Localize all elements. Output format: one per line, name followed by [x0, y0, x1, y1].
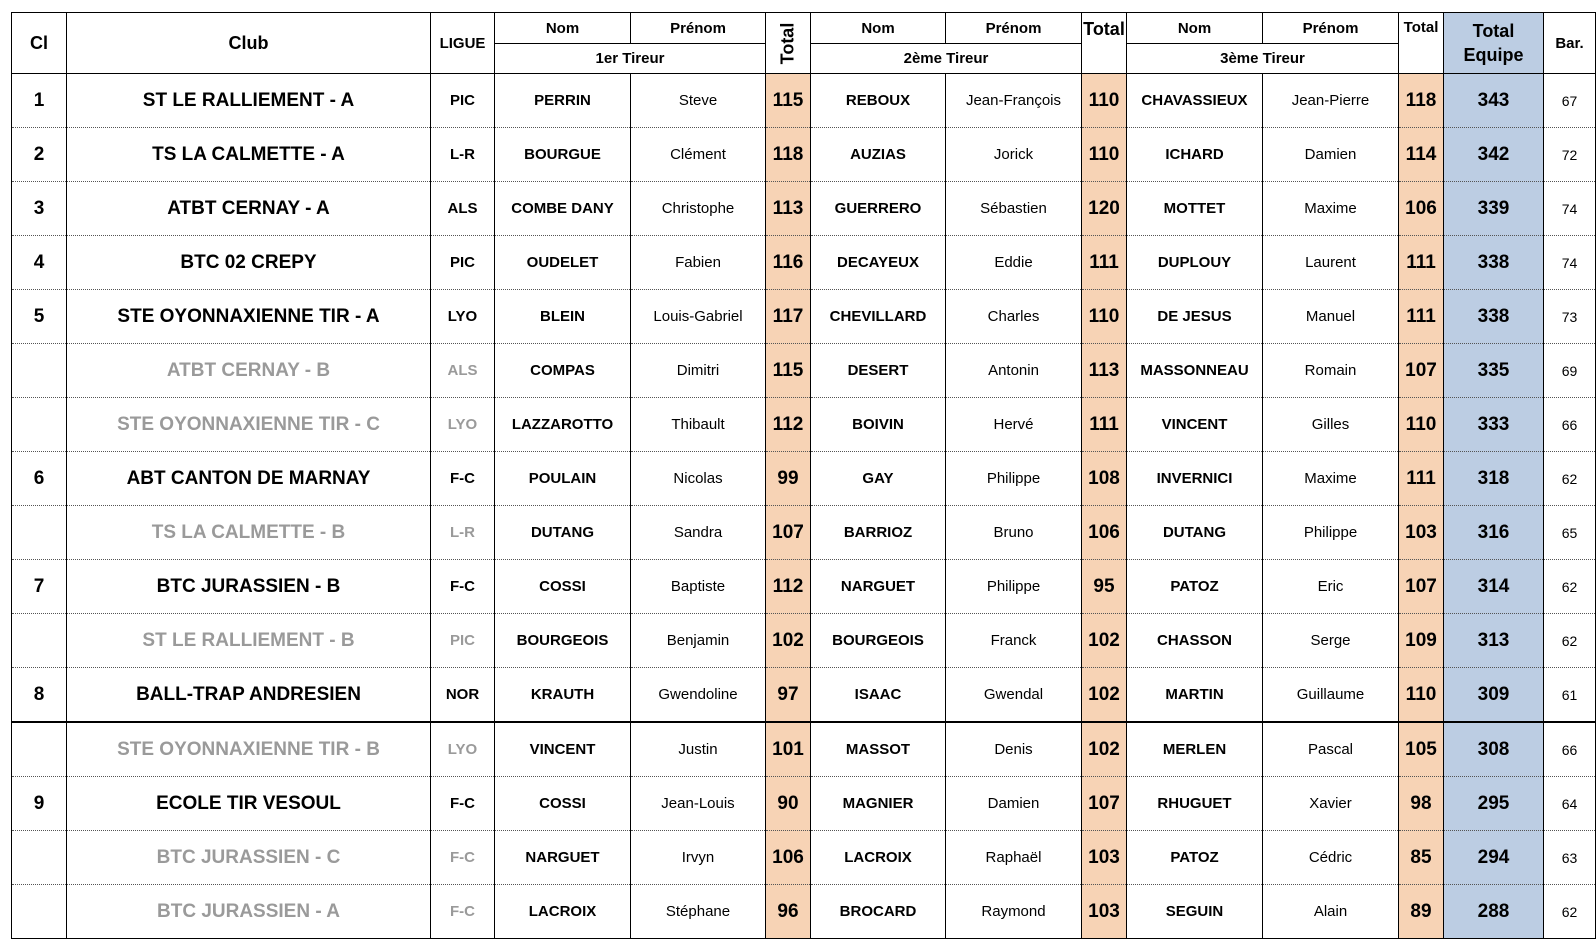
team-total-cell: 314 [1444, 560, 1544, 614]
shooter3-prenom-cell: Eric [1263, 560, 1399, 614]
shooter2-nom-cell: BROCARD [811, 885, 946, 939]
ligue-cell: ALS [431, 182, 495, 236]
col-header-tireur-1: 1er Tireur [495, 44, 766, 74]
shooter3-nom-cell: MASSONNEAU [1127, 344, 1263, 398]
shooter2-total-cell: 95 [1082, 560, 1127, 614]
table-row [12, 344, 1596, 398]
shooter2-total-cell: 102 [1082, 722, 1127, 777]
barrage-cell: 66 [1544, 398, 1596, 452]
shooter1-prenom-cell: Stéphane [631, 885, 766, 939]
shooter3-total-cell: 107 [1399, 560, 1444, 614]
team-total-cell: 313 [1444, 614, 1544, 668]
shooter3-prenom-cell: Guillaume [1263, 668, 1399, 723]
team-total-cell: 318 [1444, 452, 1544, 506]
col-header-tireur-2: 2ème Tireur [811, 44, 1082, 74]
shooter2-prenom-cell: Sébastien [946, 182, 1082, 236]
club-cell: TS LA CALMETTE - A [67, 128, 431, 182]
shooter2-total-cell: 113 [1082, 344, 1127, 398]
col-header-total-2: Total [1082, 13, 1127, 74]
table-row [12, 506, 1596, 560]
table-row [12, 128, 1596, 182]
ligue-cell: L-R [431, 506, 495, 560]
shooter3-nom-cell: DUPLOUY [1127, 236, 1263, 290]
col-header-prenom-1: Prénom [631, 13, 766, 44]
club-cell: ST LE RALLIEMENT - A [67, 74, 431, 128]
shooter2-nom-cell: CHEVILLARD [811, 290, 946, 344]
shooter2-total-cell: 107 [1082, 777, 1127, 831]
barrage-cell: 62 [1544, 614, 1596, 668]
shooter2-nom-cell: LACROIX [811, 831, 946, 885]
ligue-cell: LYO [431, 722, 495, 777]
shooter3-total-cell: 118 [1399, 74, 1444, 128]
col-header-cl: Cl [12, 13, 67, 74]
table-row [12, 74, 1596, 128]
shooter2-prenom-cell: Gwendal [946, 668, 1082, 723]
club-cell: BTC JURASSIEN - B [67, 560, 431, 614]
table-row [12, 722, 1596, 777]
shooter1-total-cell: 101 [766, 722, 811, 777]
shooter3-nom-cell: DE JESUS [1127, 290, 1263, 344]
rank-cell [12, 344, 67, 398]
team-total-cell: 342 [1444, 128, 1544, 182]
shooter2-prenom-cell: Franck [946, 614, 1082, 668]
shooter1-nom-cell: BOURGUE [495, 128, 631, 182]
shooter3-total-cell: 110 [1399, 668, 1444, 723]
shooter3-nom-cell: CHASSON [1127, 614, 1263, 668]
shooter2-total-cell: 110 [1082, 74, 1127, 128]
shooter3-total-cell: 111 [1399, 290, 1444, 344]
shooter2-prenom-cell: Bruno [946, 506, 1082, 560]
shooter3-nom-cell: PATOZ [1127, 831, 1263, 885]
shooter1-nom-cell: COSSI [495, 777, 631, 831]
shooter3-prenom-cell: Laurent [1263, 236, 1399, 290]
shooter2-nom-cell: NARGUET [811, 560, 946, 614]
table-row [12, 831, 1596, 885]
rank-cell: 9 [12, 777, 67, 831]
shooter2-prenom-cell: Eddie [946, 236, 1082, 290]
shooter3-nom-cell: SEGUIN [1127, 885, 1263, 939]
table-row [12, 236, 1596, 290]
shooter1-total-cell: 102 [766, 614, 811, 668]
col-header-nom-1: Nom [495, 13, 631, 44]
shooter2-total-cell: 102 [1082, 614, 1127, 668]
club-cell: BTC JURASSIEN - A [67, 885, 431, 939]
ligue-cell: NOR [431, 668, 495, 723]
shooter1-total-cell: 112 [766, 398, 811, 452]
shooter2-nom-cell: BOURGEOIS [811, 614, 946, 668]
shooter3-nom-cell: PATOZ [1127, 560, 1263, 614]
barrage-cell: 62 [1544, 452, 1596, 506]
shooter3-prenom-cell: Pascal [1263, 722, 1399, 777]
col-header-total-1 [766, 13, 811, 74]
shooter3-prenom-cell: Cédric [1263, 831, 1399, 885]
rank-cell: 5 [12, 290, 67, 344]
shooter2-nom-cell: BARRIOZ [811, 506, 946, 560]
col-header-total-equipe [1444, 13, 1544, 74]
team-total-cell: 338 [1444, 236, 1544, 290]
shooter1-prenom-cell: Christophe [631, 182, 766, 236]
shooter3-prenom-cell: Philippe [1263, 506, 1399, 560]
ligue-cell: L-R [431, 128, 495, 182]
shooter3-total-cell: 111 [1399, 452, 1444, 506]
team-total-cell: 308 [1444, 722, 1544, 777]
table-body [12, 74, 1596, 939]
shooter1-total-cell: 115 [766, 74, 811, 128]
shooter1-total-cell: 107 [766, 506, 811, 560]
shooter2-nom-cell: DECAYEUX [811, 236, 946, 290]
club-cell: BTC 02 CREPY [67, 236, 431, 290]
table-row [12, 668, 1596, 723]
shooter1-prenom-cell: Jean-Louis [631, 777, 766, 831]
shooter2-prenom-cell: Philippe [946, 560, 1082, 614]
shooter3-total-cell: 109 [1399, 614, 1444, 668]
club-cell: STE OYONNAXIENNE TIR - A [67, 290, 431, 344]
barrage-cell: 64 [1544, 777, 1596, 831]
rank-cell: 3 [12, 182, 67, 236]
shooter3-total-cell: 114 [1399, 128, 1444, 182]
shooter3-nom-cell: VINCENT [1127, 398, 1263, 452]
shooter2-prenom-cell: Raphaël [946, 831, 1082, 885]
shooter3-prenom-cell: Alain [1263, 885, 1399, 939]
shooter2-prenom-cell: Hervé [946, 398, 1082, 452]
shooter1-prenom-cell: Dimitri [631, 344, 766, 398]
team-total-cell: 288 [1444, 885, 1544, 939]
shooter3-nom-cell: MARTIN [1127, 668, 1263, 723]
team-total-cell: 343 [1444, 74, 1544, 128]
ligue-cell: PIC [431, 74, 495, 128]
shooter1-total-cell: 117 [766, 290, 811, 344]
ligue-cell: F-C [431, 777, 495, 831]
rank-cell: 1 [12, 74, 67, 128]
ligue-cell: F-C [431, 831, 495, 885]
barrage-cell: 62 [1544, 560, 1596, 614]
rank-cell [12, 885, 67, 939]
shooter3-prenom-cell: Romain [1263, 344, 1399, 398]
barrage-cell: 69 [1544, 344, 1596, 398]
shooter1-prenom-cell: Clément [631, 128, 766, 182]
ligue-cell: PIC [431, 236, 495, 290]
team-total-cell: 309 [1444, 668, 1544, 723]
shooter2-nom-cell: MAGNIER [811, 777, 946, 831]
ligue-cell: F-C [431, 560, 495, 614]
shooter1-nom-cell: LAZZAROTTO [495, 398, 631, 452]
shooter2-nom-cell: MASSOT [811, 722, 946, 777]
rank-cell: 7 [12, 560, 67, 614]
shooter1-nom-cell: PERRIN [495, 74, 631, 128]
shooter3-nom-cell: DUTANG [1127, 506, 1263, 560]
shooter1-nom-cell: DUTANG [495, 506, 631, 560]
shooter3-nom-cell: MERLEN [1127, 722, 1263, 777]
shooter1-total-cell: 118 [766, 128, 811, 182]
shooter1-prenom-cell: Fabien [631, 236, 766, 290]
barrage-cell: 61 [1544, 668, 1596, 723]
rank-cell: 2 [12, 128, 67, 182]
shooter1-total-cell: 106 [766, 831, 811, 885]
shooter2-total-cell: 103 [1082, 885, 1127, 939]
shooter3-nom-cell: MOTTET [1127, 182, 1263, 236]
rank-cell: 6 [12, 452, 67, 506]
shooter1-nom-cell: COSSI [495, 560, 631, 614]
barrage-cell: 72 [1544, 128, 1596, 182]
col-header-nom-2: Nom [811, 13, 946, 44]
team-total-cell: 333 [1444, 398, 1544, 452]
shooter3-total-cell: 111 [1399, 236, 1444, 290]
results-sheet [11, 12, 1596, 939]
shooter2-prenom-cell: Denis [946, 722, 1082, 777]
shooter2-total-cell: 110 [1082, 290, 1127, 344]
club-cell: ATBT CERNAY - A [67, 182, 431, 236]
rank-cell [12, 398, 67, 452]
shooter3-prenom-cell: Serge [1263, 614, 1399, 668]
shooter1-total-cell: 113 [766, 182, 811, 236]
team-total-cell: 338 [1444, 290, 1544, 344]
ligue-cell: F-C [431, 452, 495, 506]
team-total-cell: 295 [1444, 777, 1544, 831]
club-cell: ST LE RALLIEMENT - B [67, 614, 431, 668]
team-total-cell: 294 [1444, 831, 1544, 885]
col-header-nom-3: Nom [1127, 13, 1263, 44]
shooter1-nom-cell: NARGUET [495, 831, 631, 885]
shooter3-nom-cell: INVERNICI [1127, 452, 1263, 506]
shooter1-nom-cell: VINCENT [495, 722, 631, 777]
club-cell: BTC JURASSIEN - C [67, 831, 431, 885]
table-row [12, 182, 1596, 236]
barrage-cell: 63 [1544, 831, 1596, 885]
shooter1-prenom-cell: Sandra [631, 506, 766, 560]
barrage-cell: 74 [1544, 182, 1596, 236]
col-header-ligue: LIGUE [431, 13, 495, 74]
shooter2-nom-cell: DESERT [811, 344, 946, 398]
club-cell: TS LA CALMETTE - B [67, 506, 431, 560]
shooter3-total-cell: 98 [1399, 777, 1444, 831]
team-total-cell: 335 [1444, 344, 1544, 398]
shooter1-prenom-cell: Thibault [631, 398, 766, 452]
shooter3-prenom-cell: Gilles [1263, 398, 1399, 452]
shooter2-nom-cell: REBOUX [811, 74, 946, 128]
shooter2-total-cell: 120 [1082, 182, 1127, 236]
barrage-cell: 67 [1544, 74, 1596, 128]
col-header-total-equipe-line2: Equipe [1463, 45, 1524, 65]
shooter2-prenom-cell: Philippe [946, 452, 1082, 506]
ligue-cell: LYO [431, 290, 495, 344]
ligue-cell: LYO [431, 398, 495, 452]
shooter2-prenom-cell: Damien [946, 777, 1082, 831]
table-row [12, 398, 1596, 452]
shooter2-prenom-cell: Jean-François [946, 74, 1082, 128]
shooter1-nom-cell: BOURGEOIS [495, 614, 631, 668]
shooter3-nom-cell: CHAVASSIEUX [1127, 74, 1263, 128]
shooter2-total-cell: 102 [1082, 668, 1127, 723]
shooter3-nom-cell: ICHARD [1127, 128, 1263, 182]
barrage-cell: 62 [1544, 885, 1596, 939]
shooter1-total-cell: 115 [766, 344, 811, 398]
shooter1-total-cell: 116 [766, 236, 811, 290]
shooter2-total-cell: 110 [1082, 128, 1127, 182]
shooter3-total-cell: 107 [1399, 344, 1444, 398]
col-header-prenom-3: Prénom [1263, 13, 1399, 44]
club-cell: BALL-TRAP ANDRESIEN [67, 668, 431, 723]
shooter1-total-cell: 96 [766, 885, 811, 939]
col-header-tireur-3: 3ème Tireur [1127, 44, 1399, 74]
col-header-club: Club [67, 13, 431, 74]
shooter3-prenom-cell: Maxime [1263, 182, 1399, 236]
team-total-cell: 316 [1444, 506, 1544, 560]
shooter1-nom-cell: COMPAS [495, 344, 631, 398]
club-cell: STE OYONNAXIENNE TIR - B [67, 722, 431, 777]
club-cell: ATBT CERNAY - B [67, 344, 431, 398]
shooter2-total-cell: 103 [1082, 831, 1127, 885]
table-row [12, 614, 1596, 668]
shooter1-prenom-cell: Baptiste [631, 560, 766, 614]
shooter3-prenom-cell: Jean-Pierre [1263, 74, 1399, 128]
col-header-prenom-2: Prénom [946, 13, 1082, 44]
shooter3-total-cell: 103 [1399, 506, 1444, 560]
rank-cell: 4 [12, 236, 67, 290]
shooter1-total-cell: 97 [766, 668, 811, 723]
barrage-cell: 66 [1544, 722, 1596, 777]
shooter3-total-cell: 85 [1399, 831, 1444, 885]
shooter3-prenom-cell: Xavier [1263, 777, 1399, 831]
shooter2-nom-cell: ISAAC [811, 668, 946, 723]
rank-cell [12, 506, 67, 560]
shooter1-nom-cell: KRAUTH [495, 668, 631, 723]
barrage-cell: 73 [1544, 290, 1596, 344]
shooter1-nom-cell: COMBE DANY [495, 182, 631, 236]
shooter1-prenom-cell: Steve [631, 74, 766, 128]
shooter2-total-cell: 108 [1082, 452, 1127, 506]
shooter3-prenom-cell: Maxime [1263, 452, 1399, 506]
shooter3-total-cell: 110 [1399, 398, 1444, 452]
shooter2-prenom-cell: Charles [946, 290, 1082, 344]
shooter2-nom-cell: BOIVIN [811, 398, 946, 452]
rank-cell [12, 614, 67, 668]
shooter1-prenom-cell: Nicolas [631, 452, 766, 506]
shooter3-total-cell: 105 [1399, 722, 1444, 777]
rank-cell [12, 722, 67, 777]
shooter1-nom-cell: LACROIX [495, 885, 631, 939]
club-cell: ECOLE TIR VESOUL [67, 777, 431, 831]
ligue-cell: PIC [431, 614, 495, 668]
barrage-cell: 65 [1544, 506, 1596, 560]
shooter3-total-cell: 89 [1399, 885, 1444, 939]
table-row [12, 885, 1596, 939]
shooter1-prenom-cell: Justin [631, 722, 766, 777]
shooter1-prenom-cell: Gwendoline [631, 668, 766, 723]
club-cell: ABT CANTON DE MARNAY [67, 452, 431, 506]
shooter1-total-cell: 112 [766, 560, 811, 614]
col-header-total-1-label: Total [777, 22, 798, 64]
table-row [12, 777, 1596, 831]
shooter1-nom-cell: POULAIN [495, 452, 631, 506]
ligue-cell: ALS [431, 344, 495, 398]
col-header-total-3: Total [1399, 13, 1444, 74]
shooter3-prenom-cell: Damien [1263, 128, 1399, 182]
shooter3-prenom-cell: Manuel [1263, 290, 1399, 344]
team-results-table [11, 12, 1596, 939]
table-header [12, 13, 1596, 74]
shooter3-nom-cell: RHUGUET [1127, 777, 1263, 831]
shooter2-nom-cell: GAY [811, 452, 946, 506]
club-cell: STE OYONNAXIENNE TIR - C [67, 398, 431, 452]
shooter2-prenom-cell: Raymond [946, 885, 1082, 939]
ligue-cell: F-C [431, 885, 495, 939]
shooter2-nom-cell: AUZIAS [811, 128, 946, 182]
shooter1-total-cell: 99 [766, 452, 811, 506]
shooter2-total-cell: 111 [1082, 236, 1127, 290]
shooter2-total-cell: 111 [1082, 398, 1127, 452]
col-header-bar: Bar. [1544, 13, 1596, 74]
rank-cell: 8 [12, 668, 67, 723]
shooter1-nom-cell: BLEIN [495, 290, 631, 344]
table-row [12, 290, 1596, 344]
col-header-total-equipe-line1: Total [1472, 21, 1515, 41]
barrage-cell: 74 [1544, 236, 1596, 290]
shooter2-prenom-cell: Antonin [946, 344, 1082, 398]
shooter1-total-cell: 90 [766, 777, 811, 831]
table-row [12, 560, 1596, 614]
shooter3-total-cell: 106 [1399, 182, 1444, 236]
shooter1-prenom-cell: Louis-Gabriel [631, 290, 766, 344]
rank-cell [12, 831, 67, 885]
table-row [12, 452, 1596, 506]
shooter2-nom-cell: GUERRERO [811, 182, 946, 236]
shooter1-nom-cell: OUDELET [495, 236, 631, 290]
team-total-cell: 339 [1444, 182, 1544, 236]
shooter2-total-cell: 106 [1082, 506, 1127, 560]
shooter1-prenom-cell: Irvyn [631, 831, 766, 885]
shooter1-prenom-cell: Benjamin [631, 614, 766, 668]
shooter2-prenom-cell: Jorick [946, 128, 1082, 182]
